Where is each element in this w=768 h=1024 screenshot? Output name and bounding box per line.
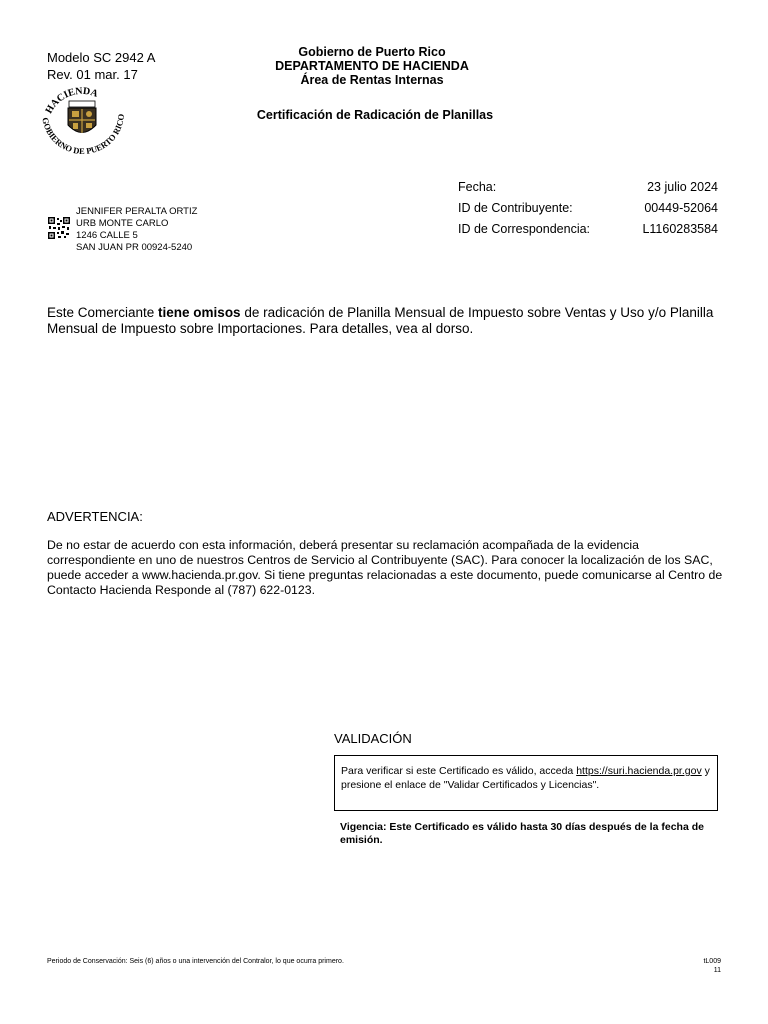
validacion-title: VALIDACIÓN [334, 731, 412, 746]
validation-intro: Para verificar si este Certificado es válido, acceda [341, 765, 577, 777]
qr-code-icon [48, 217, 70, 239]
recipient-name: JENNIFER PERALTA ORTIZ [76, 206, 198, 217]
notice-intro: Este Comerciante [47, 305, 159, 320]
correspondencia-row [458, 219, 718, 240]
fecha-value: 23 julio 2024 [647, 180, 718, 194]
notice-rest: de radicación de Planilla Mensual de Impuesto sobre Ventas y Uso y/o Planilla Mensual de Impuesto sobre Importaciones. Para detalles, vea al dorso. [47, 305, 714, 336]
department-name: DEPARTAMENTO DE HACIENDA [275, 59, 469, 73]
page-number: 11 [713, 967, 721, 974]
seal-top-text: HACIENDA [43, 85, 100, 116]
advertencia-text: De no estar de acuerdo con esta información, deberá presentar su reclamación acompañada de la evidencia correspondiente en uno de nuestros Centros de Servicio al Contribuyente (SAC). Para conocer la localización de los SAC, puede acceder a www.hacienda.pr.gov. Si tiene preguntas relacionadas a este documento, puede comunicarse al Centro de Contacto Hacienda Responde al (787) 622-0123. [47, 538, 723, 597]
certificate-meta [458, 177, 718, 240]
address-line-2: 1246 CALLE 5 [76, 230, 138, 241]
validation-instructions: y presione el enlace de "Validar Certificados y Licencias". [341, 765, 710, 791]
form-model: Modelo SC 2942 A [47, 50, 156, 65]
fecha-row [458, 177, 718, 198]
fecha-label: Fecha: [458, 180, 497, 194]
notice-emphasis: tiene omisos [158, 305, 241, 320]
form-model-block [47, 49, 155, 83]
address-line-1: URB MONTE CARLO [76, 218, 169, 229]
retention-notice: Periodo de Conservación: Seis (6) años o una intervención del Contralor, lo que ocurra primero. [47, 958, 344, 965]
seal-bottom-text: GOBIERNO DE PUERTO RICO [40, 113, 127, 157]
government-seal-icon [36, 85, 128, 165]
recipient-address [76, 206, 197, 254]
form-revision: Rev. 01 mar. 17 [47, 67, 138, 82]
government-name: Gobierno de Puerto Rico [298, 45, 446, 59]
agency-header [230, 45, 514, 87]
address-line-3: SAN JUAN PR 00924-5240 [76, 242, 193, 253]
validation-box [334, 755, 718, 811]
notice-paragraph [47, 305, 727, 337]
area-name: Área de Rentas Internas [300, 73, 444, 87]
correspondencia-value: L1160283584 [642, 222, 718, 236]
vigencia-text: Vigencia: Este Certificado es válido hasta 30 días después de la fecha de emisión. [340, 821, 704, 846]
correspondencia-label: ID de Correspondencia: [458, 222, 591, 236]
contribuyente-value: 00449-52064 [644, 201, 718, 215]
contribuyente-row [458, 198, 718, 219]
contribuyente-label: ID de Contribuyente: [458, 201, 573, 215]
validation-link[interactable]: https://suri.hacienda.pr.gov [576, 765, 702, 777]
certificate-title: Certificación de Radicación de Planillas [256, 108, 494, 122]
advertencia-title: ADVERTENCIA: [47, 509, 143, 524]
form-code: tL009 [703, 958, 721, 965]
footer-code-block [680, 957, 721, 975]
